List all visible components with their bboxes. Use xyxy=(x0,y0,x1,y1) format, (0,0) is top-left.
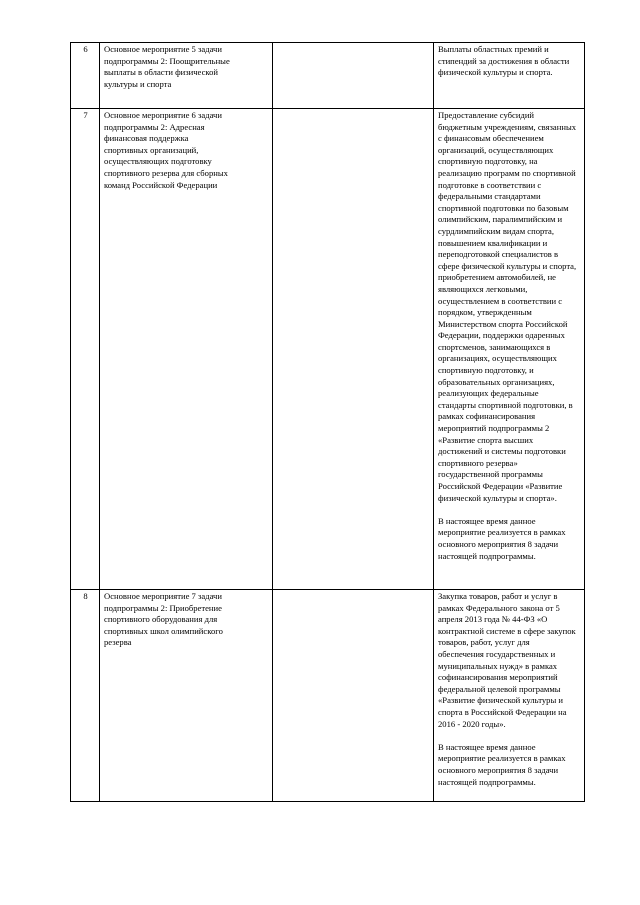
measure-name xyxy=(100,43,273,109)
description-paragraph: Выплаты областных премий и стипендий за достижения в области физической культуры и спорта. xyxy=(438,44,570,78)
row-number: 6 xyxy=(71,43,100,109)
table-row xyxy=(71,43,585,109)
measure-name xyxy=(100,109,273,590)
empty-cell xyxy=(273,43,434,109)
description-paragraph: Предоставление субсидий бюджетным учреждениям, связанных с финансовым обеспечением организаций, осуществляющих спортивную подготовку, на реализацию программ по спортивной подготовке в соответствии с федеральными стандартами спортивной подготовки по базовым олимпийским, паралимпийским и сурдлимпийским видам спорта, повышением квалификации и переподготовкой специалистов в сфере физической культуры и спорта, приобретением автомобилей, не являющихся легковыми, осуществлением в соответствии с порядком, утвержденным Министерством спорта Российской Федерации, поддержки одаренных спортсменов, занимающихся в организациях, осуществляющих спортивную подготовку, и образовательных организациях, реализующих федеральные стандарты спортивной подготовки, в рамках софинансирования мероприятий подпрограммы 2 «Развитие спорта высших достижений и системы подготовки спортивного резерва» государственной программы Российской Федерации «Развитие физической культуры и спорта». xyxy=(438,110,577,503)
measure-name-text: Основное мероприятие 5 задачи подпрограммы 2: Поощрительные выплаты в области физической культуры и спорта xyxy=(104,44,230,89)
row-number: 8 xyxy=(71,590,100,802)
measures-table xyxy=(70,42,585,802)
table-row xyxy=(71,590,585,802)
measure-description xyxy=(434,590,585,802)
measure-name-text: Основное мероприятие 6 задачи подпрограммы 2: Адресная финансовая поддержка спортивных организаций, осуществляющих подготовку спортивного резерва для сборных команд Российской Федерации xyxy=(104,110,228,190)
description-paragraph: Закупка товаров, работ и услуг в рамках Федерального закона от 5 апреля 2013 года № 44-ФЗ «О контрактной системе в сфере закупок товаров, работ, услуг для обеспечения государственных и муниципальных нужд» в рамках софинансирования мероприятий федеральной целевой программы «Развитие физической культуры и спорта в Российской Федерации на 2016 - 2020 годы». xyxy=(438,591,576,729)
empty-cell xyxy=(273,109,434,590)
row-number: 7 xyxy=(71,109,100,590)
description-paragraph: В настоящее время данное мероприятие реализуется в рамках основного мероприятия 8 задачи настоящей подпрограммы. xyxy=(438,515,566,561)
measure-name-text: Основное мероприятие 7 задачи подпрограммы 2: Приобретение спортивного оборудования для спортивных школ олимпийского резерва xyxy=(104,591,223,648)
empty-cell xyxy=(273,590,434,802)
measure-name xyxy=(100,590,273,802)
measure-description xyxy=(434,109,585,590)
table-row xyxy=(71,109,585,590)
measure-description xyxy=(434,43,585,109)
description-paragraph: В настоящее время данное мероприятие реализуется в рамках основного мероприятия 8 задачи настоящей подпрограммы. xyxy=(438,741,566,787)
